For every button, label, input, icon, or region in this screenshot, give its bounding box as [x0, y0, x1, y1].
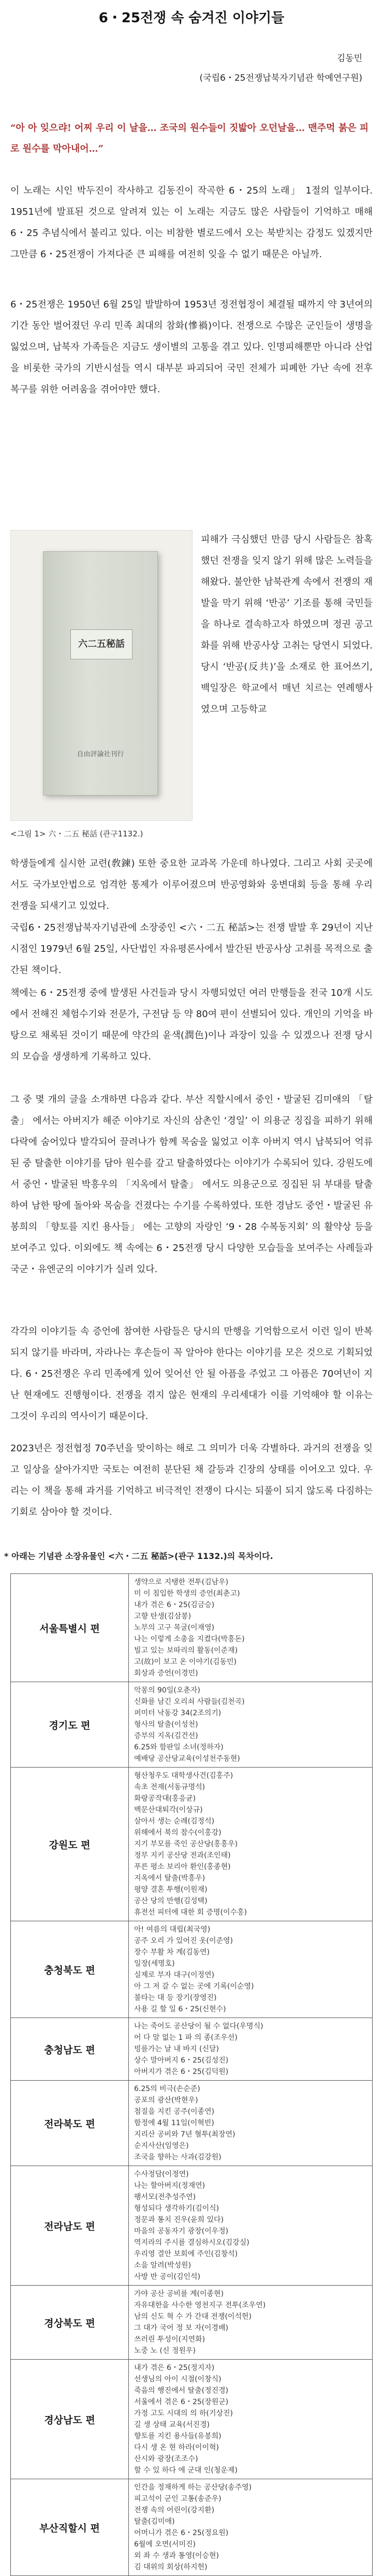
- toc-item: 산시와 광장(조조수): [134, 2455, 198, 2463]
- toc-item: 내가 겪은 6・25(김금승): [134, 1601, 215, 1609]
- toc-item: 피고석이 군인 고통(송준우): [134, 2495, 222, 2503]
- toc-item: 공산 당의 만행(김성택): [134, 1897, 208, 1905]
- toc-item: 공주 오리 가 있어진 옷(이준영): [134, 1937, 233, 1945]
- toc-region: 강원도 편: [11, 1768, 129, 1921]
- toc-item: 휴전선 피터에 대한 회 증명(이수홍): [134, 1908, 247, 1917]
- author-name: 김동민: [336, 53, 362, 64]
- toc-item: 아 그 저 갈 수 없는 곳에 기록(이순영): [134, 1982, 254, 1991]
- toc-item: 속초 전재(서동규명석): [134, 1783, 205, 1791]
- song-quote: “아 아 잊으랴! 어찌 우리 이 날을… 조국의 원수들이 짓밟아 오던날을… 맨주먹 붉은 피로 원수를 막아내어…”: [10, 123, 369, 154]
- paragraph-4: 학생들에게 실시한 교련(敎鍊) 또한 중요한 교과목 가운데 하나였다. 그리고 사회 곳곳에서도 국가보안법으로 엄격한 통제가 이루어졌으며 반공영화와 웅변대회 등을 통해 우리 전쟁을 되새기고 있었다.: [10, 858, 373, 911]
- toc-item: 지리산 공비와 7년 혈투(최장연): [134, 2130, 235, 2139]
- toc-item: 역지라의 주시를 결심하시오(김강실): [134, 2239, 249, 2247]
- book-cover: [43, 551, 158, 796]
- article-title: 6・25전쟁 속 숨겨진 이야기들: [98, 10, 285, 26]
- toc-item: 상수 말아버지 6・25(김성진): [134, 2056, 229, 2065]
- toc-item: 아! 여름의 대립(최국영): [134, 1925, 211, 1934]
- toc-item: 나는 할아버지(정재연): [134, 2182, 205, 2190]
- toc-row: [11, 2166, 373, 2286]
- toc-region: 전라남도 편: [11, 2166, 129, 2286]
- toc-item: 공포의 광산(박현우): [134, 2096, 198, 2104]
- toc-region: 전라북도 편: [11, 2081, 129, 2166]
- toc-item: 고(故)이 보고 온 이야기(김동민): [134, 1658, 237, 1666]
- toc-items: [129, 2479, 373, 2576]
- toc-item: 가야 공산 공비를 계(이종현): [134, 2290, 224, 2298]
- toc-row: [11, 2479, 373, 2576]
- paragraph-8: 각각의 이야기들 속 증언에 참여한 사람들은 당시의 만행을 기억함으로서 이런 일이 반복되지 않기를 바라며, 자라나는 후손들이 꼭 알아야 한다는 이야기를 모은 것으로 기획되었다. 6・25전쟁은 우리 민족에게 있어 잊어선 안 될 아픔을 주었고 그 아픔은 70여년이 지난 현재에도 진행형이다. 전쟁을 겪지 않은 현재의 우리세대가 이를 기억해야 할 이유는 그것이 우리의 역사이기 때문이다.: [10, 1326, 373, 1422]
- toc-items: [129, 2286, 373, 2360]
- toc-row: [11, 1921, 373, 2018]
- toc-item: 정부 지키 공산당 전과(조인태): [134, 1851, 231, 1860]
- toc-row: [11, 1768, 373, 1921]
- toc-item: 서울에서 겪은 6・25(장원군): [134, 2398, 229, 2406]
- toc-item: 소을 알려(박성원): [134, 2261, 192, 2270]
- author-affiliation: (국립6・25전쟁납북자기념관 학예연구원): [199, 73, 362, 83]
- toc-item: 예배당 공산당교육(이성천주동현): [134, 1755, 240, 1763]
- toc-item: 실제로 부자 대구(이정연): [134, 1971, 215, 1979]
- toc-item: 위해에서 북의 참수(이홍강): [134, 1829, 222, 1837]
- toc-item: 가정 고도 시대의 의 하(기상진): [134, 2409, 233, 2418]
- toc-region: 경상북도 편: [11, 2286, 129, 2360]
- toc-item: 죽음의 행진에서 탈출(정진경): [134, 2387, 229, 2395]
- toc-intro: * 아래는 기념관 소장유물인 <六・二五 秘話>(관구 1132.)의 목차이다.: [4, 1551, 273, 1561]
- toc-item: 회상과 증언(이경민): [134, 1669, 198, 1677]
- figure-caption: <그림 1> 六・二五 秘話 (관구1132.): [10, 829, 143, 838]
- toc-item: 백문산대퇴각(이상규): [134, 1806, 203, 1814]
- toc-region: 부산직할시 편: [11, 2479, 129, 2576]
- toc-item: 빙를가는 날 내 바지 (신달): [134, 2045, 219, 2053]
- toc-item: 탈출(김미애): [134, 2518, 175, 2526]
- toc-item: 할 수 있 하다 에 군대 인(청운제): [134, 2466, 238, 2475]
- toc-region: 경기도 편: [11, 1682, 129, 1768]
- toc-region: 충청북도 편: [11, 1921, 129, 2018]
- toc-item: 화랑공작대(홍응균): [134, 1794, 196, 1803]
- toc-item: 6월에 오면(서미진): [134, 2540, 196, 2549]
- toc-items: [129, 2018, 373, 2081]
- toc-item: 김 대위의 회상(하지헌): [134, 2563, 208, 2571]
- toc-item: 그 대가 국어 정 보 자(이경배): [134, 2324, 228, 2332]
- toc-items: [129, 1921, 373, 2018]
- toc-item: 생약으로 지탱한 전투(김남우): [134, 1578, 229, 1586]
- book-cover-publisher: 自由評論社刊行: [77, 750, 124, 758]
- toc-item: 나는 이렇게 소총을 지켰다(박흥돈): [134, 1635, 245, 1643]
- toc-item: 고향 탄생(김삼봉): [134, 1612, 192, 1621]
- toc-item: 길 생 상태 교육(서진경): [134, 2421, 210, 2429]
- toc-item: 내가 겪은 6・25(정지자): [134, 2364, 215, 2372]
- toc-row: [11, 2360, 373, 2479]
- paragraph-1: 이 노래는 시인 박두진이 작사하고 김동진이 작곡한 6・25의 노래」 1절의 일부이다. 1951년에 발표된 것으로 알려져 있는 이 노래는 지금도 많은 사람들이 기억하고 매해 6・25 추념식에서 불리고 있다. 이는 비참한 별로드에서 오는 북받치는 감정도 있겠지만 그만큼 6・25전쟁이 가져다준 큰 피해를 여전히 잊을 수 없기 때문은 아닐까.: [10, 185, 373, 260]
- toc-item: 다시 생 온 현 하라(이이혁): [134, 2443, 219, 2452]
- toc-item: 아버지가 겪은 6・25(김덕원): [134, 2068, 229, 2076]
- toc-item: 우리영 결안 보회에 주인(김창석): [134, 2250, 238, 2258]
- toc-region: 경상남도 편: [11, 2360, 129, 2479]
- toc-item: 장수 부활 차 계(김동연): [134, 1948, 210, 1956]
- toc-item: 쓰러린 투성이(지연화): [134, 2335, 205, 2344]
- toc-item: 평양 결혼 투행(이원재): [134, 1886, 208, 1894]
- toc-items: [129, 2081, 373, 2166]
- toc-item: 수사정담(이정연): [134, 2170, 189, 2178]
- toc-item: 정문과 통치 진우(윤희 있다): [134, 2216, 224, 2224]
- toc-item: 지기 부모를 죽인 공산당(홍흥우): [134, 1840, 238, 1848]
- toc-row: [11, 1682, 373, 1768]
- paragraph-2: 6・25전쟁은 1950년 6월 25일 발발하여 1953년 정전협정이 체결될 때까지 약 3년여의 기간 동안 벌어졌던 우리 민족 최대의 참화(慘禍)이다. 전쟁으로 수많은 군인들이 생명을 잃었으며, 납북자 가족들은 지금도 생이별의 고통을 겪고 있다. 인명피해뿐만 아니라 산업을 비롯한 국가의 기반시설들 역시 대부분 파괴되어 국민 전체가 피폐한 가난 속에 전후 복구를 위한 어려움을 겪어야만 했다.: [10, 299, 373, 395]
- book-photo: [10, 530, 193, 821]
- toc-item: 조국을 향하는 사과(김강원): [134, 2153, 222, 2161]
- toc-row: [11, 2081, 373, 2166]
- toc-table: [10, 1573, 373, 2576]
- toc-items: [129, 1682, 373, 1768]
- toc-row: [11, 1574, 373, 1682]
- toc-item: 불타는 대 등 장기(장영진): [134, 1994, 217, 2002]
- toc-items: [129, 2166, 373, 2286]
- toc-item: 증부의 지옥(김건선): [134, 1732, 198, 1740]
- toc-item: 마을의 공동자기 광장(이우정): [134, 2227, 229, 2235]
- toc-item: 순지사산(임영은): [134, 2142, 189, 2150]
- paragraph-7: 그 중 몇 개의 글을 소개하면 다음과 같다. 부산 직할시에서 중인・발굴된 김미애의 「탈출」 에서는 아버지가 해준 이야기로 자신의 삼촌인 ‘경일’ 이 의용군 징집을 피하기 위해 다락에 숨어있다 발각되어 끌려나가 함께 목숨을 잃었고 이후 아버지 역시 납북되어 억류된 중 탈출한 이야기를 담아 원수를 갚고 탈출하였다는 이야기가 수록되어 있다. 강원도에서 중언・발굴된 박흥우의 「지옥에서 탈출」 에서도 의용군으로 징집된 뒤 부대를 탈출하여 남한 땅에 돌아와 목숨을 건졌다는 수기를 수록하였다. 또한 경남도 중언・발굴된 유봉희의 「향토를 지킨 용사들」 에는 고향의 자랑인 ‘9・28 수복동지회’ 의 활약상 등을 보여주고 있다. 이외에도 책 속에는 6・25전쟁 당시 다양한 모습들을 보여주는 사례들과 국군・유엔군의 이야기가 실려 있다.: [10, 1094, 373, 1275]
- toc-item: 향토를 지킨 용사들(유봉희): [134, 2432, 222, 2440]
- toc-item: 남의 신도 혁 수 가 간대 전쟁(이석헌): [134, 2313, 252, 2321]
- toc-item: 자유대한을 사수한 영천지구 전투(조우연): [134, 2301, 266, 2309]
- toc-item: 어머니가 겪은 6・25(정요원): [134, 2529, 229, 2537]
- toc-item: 악몽의 90일(오춘자): [134, 1686, 200, 1695]
- toc-items: [129, 2360, 373, 2479]
- toc-item: 6.25와 함판일 소녀(정하자): [134, 1743, 224, 1751]
- paragraph-3: 피해가 극심했던 만큼 당시 사람들은 참혹했던 전쟁을 잊지 않기 위해 많은 노력들을 해왔다. 불안한 남북관계 속에서 전쟁의 재발을 막기 위해 ‘반공’ 기조를 통해 국민들을 하나로 결속하고자 하였으며 정권 공고화를 위해 반공사상 고취는 당연시 되었다. 당시 ‘반공(反共)’을 소재로 한 표어쓰기, 백일장은 학교에서 매년 치르는 연례행사였으며 고등학교: [201, 534, 373, 715]
- toc-item: 푸른 평소 보리아 환인(홍종현): [134, 1863, 231, 1871]
- toc-item: 노중 노 (신 정원우): [134, 2347, 196, 2355]
- toc-item: 지옥에서 탈출(박흥우): [134, 1874, 205, 1882]
- toc-items: [129, 1768, 373, 1921]
- toc-item: 팽서모(전추성주연): [134, 2193, 196, 2201]
- paragraph-6: 책에는 6・25전쟁 중에 발생된 사건들과 당시 자행되었던 여러 만행들을 전국 10개 시도에서 전해진 체험수기와 전문가, 구전담 등 약 80여 편이 선별되어 있다. 개인의 기억을 바탕으로 채록된 것이기 때문에 약간의 윤색(潤色)이나 과장이 있을 수 있겠으나 전쟁 당시의 모습을 생생하게 기록하고 있다.: [10, 988, 373, 1062]
- toc-item: 미 이 침입한 학생의 증언(최춘고): [134, 1589, 240, 1598]
- toc-item: 첨질을 지킨 공주(이종연): [134, 2108, 215, 2116]
- toc-row: [11, 2018, 373, 2081]
- toc-item: 노부의 고구 목굴(이재영): [134, 1624, 215, 1632]
- toc-item: 인간을 정재하게 하는 공산당(송주영): [134, 2483, 252, 2492]
- toc-item: 형산청우도 대학생사건(김홍주): [134, 1772, 233, 1780]
- toc-item: 6.25의 비극(손순준): [134, 2085, 200, 2093]
- toc-item: 빌고 있는 보따리의 활동(이준재): [134, 1646, 238, 1655]
- toc-item: 살아서 생는 순례(김정석): [134, 1817, 215, 1826]
- toc-row: [11, 2286, 373, 2360]
- toc-region: 충청남도 편: [11, 2018, 129, 2081]
- toc-item: 선생님의 아이 시절(이창식): [134, 2375, 222, 2383]
- toc-item: 일장(세명호): [134, 1960, 175, 1968]
- toc-item: 신화를 남긴 오리쇠 사람들(김천곡): [134, 1698, 245, 1706]
- toc-items: [129, 1574, 373, 1682]
- book-cover-title: 六二五秘話: [70, 629, 132, 659]
- toc-item: 형성되다 생각하기(김이식): [134, 2204, 219, 2213]
- toc-item: 사방 반 공이(김인석): [134, 2273, 201, 2281]
- toc-item: 퍼미터 낙동강 34(2조의기): [134, 1709, 222, 1717]
- paragraph-5: 국립6・25전쟁납북자기념관에 소장중인 <六・二五 秘話>는 전쟁 발발 후 29년이 지난 시점인 1979년 6월 25일, 사단법인 자유평론사에서 발간된 반공사상 고취를 목적으로 출간된 책이다.: [10, 922, 373, 976]
- toc-item: 함정에 4월 11일(이혁빈): [134, 2119, 214, 2127]
- toc-item: 나는 죽어도 공산당이 될 수 없다(우명식): [134, 2022, 263, 2030]
- paragraph-9: 2023년은 정전협정 70주년을 맞이하는 해로 그 의미가 더욱 각별하다. 과거의 전쟁을 잊고 일상을 살아가지만 국토는 여전히 분단된 채 갈등과 긴장의 상태를 이어오고 있다. 우리는 이 책을 통해 과거를 기억하고 비극적인 전쟁이 다시는 되풀이 되지 않도록 다짐하는 기회로 삼아야 할 것이다.: [10, 1443, 373, 1518]
- toc-region: 서울특별시 편: [11, 1574, 129, 1682]
- toc-item: 사용 길 할 일 6・25(신현수): [134, 2005, 226, 2013]
- toc-item: 외 좌 수 생과 통영(이승현): [134, 2552, 219, 2560]
- toc-item: 형사의 탈출(이성천): [134, 1720, 198, 1729]
- toc-item: 전쟁 속의 어린이(강지환): [134, 2506, 215, 2514]
- toc-item: 어 다 알 없는 1 파 의 종(조우선): [134, 2034, 238, 2042]
